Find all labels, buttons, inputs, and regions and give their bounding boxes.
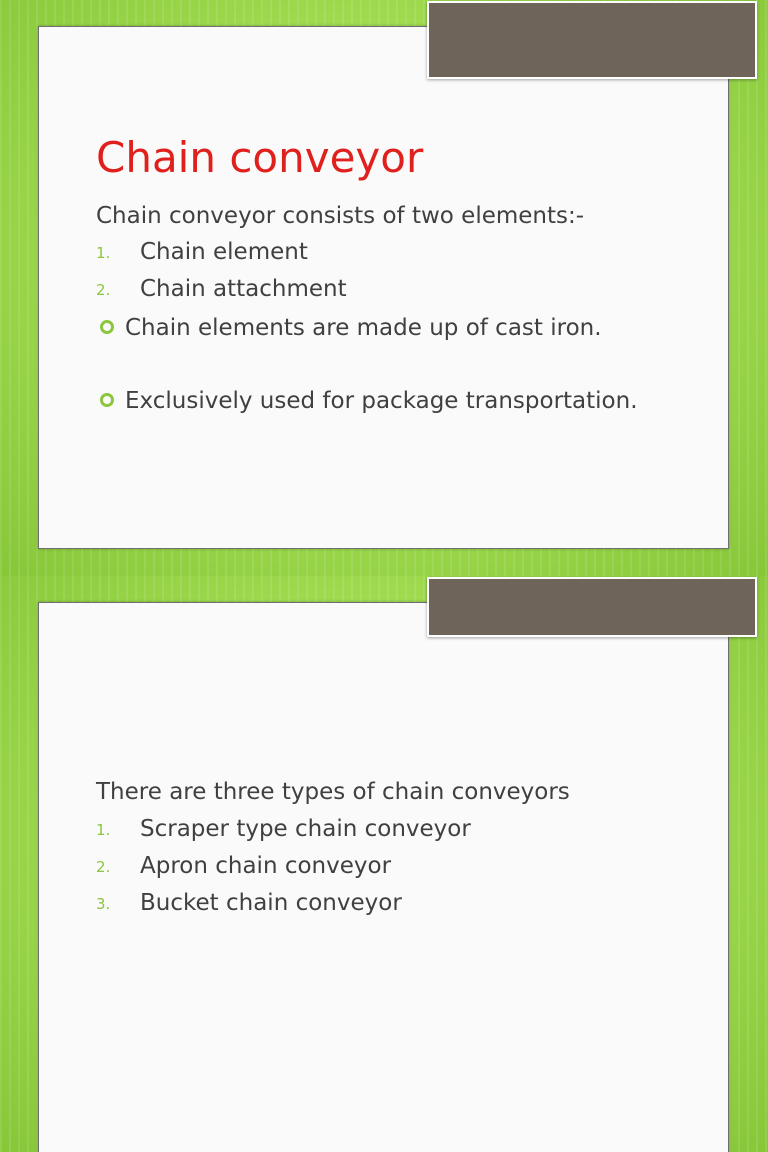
slide-1-intro: Chain conveyor consists of two elements:- (96, 203, 585, 229)
slide-2 (0, 576, 768, 1152)
list-text: Chain attachment (140, 276, 347, 302)
list-number: 2. (96, 281, 111, 299)
bullet-text: Exclusively used for package transportation. (125, 388, 638, 414)
slide-2-content-panel (38, 602, 729, 1152)
circle-bullet-icon (100, 393, 114, 407)
list-number: 1. (96, 821, 111, 839)
slide-1-title: Chain conveyor (96, 133, 424, 182)
list-text: Scraper type chain conveyor (140, 816, 471, 842)
list-text: Chain element (140, 239, 308, 265)
list-text: Apron chain conveyor (140, 853, 392, 879)
slide-2-header-tab (427, 577, 757, 637)
slide-1-header-tab (427, 1, 757, 79)
bullet-text: Chain elements are made up of cast iron. (125, 315, 602, 341)
list-number: 1. (96, 244, 111, 262)
list-number: 2. (96, 858, 111, 876)
slide-2-intro: There are three types of chain conveyors (96, 779, 570, 805)
circle-bullet-icon (100, 320, 114, 334)
list-text: Bucket chain conveyor (140, 890, 402, 916)
slide-1-content-panel (38, 26, 729, 549)
list-number: 3. (96, 895, 111, 913)
